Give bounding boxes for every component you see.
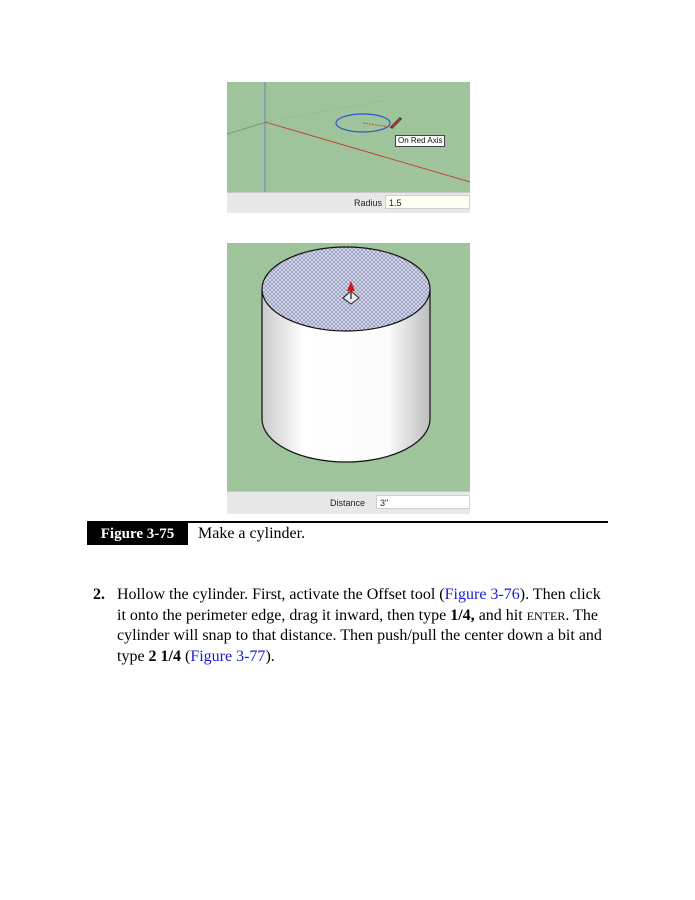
text-run: and hit (474, 606, 527, 624)
green-axis (227, 122, 267, 134)
status-bar (227, 192, 470, 213)
status-bar (227, 491, 470, 514)
measurements-field[interactable]: 1.5 (385, 195, 470, 209)
text-run: ). (265, 647, 275, 665)
figure-screenshot-circle (227, 82, 470, 213)
bold-value: 2 1/4 (148, 647, 181, 665)
viewport-drawing (227, 243, 470, 491)
step-text (117, 585, 613, 667)
vcb-label: Radius (354, 198, 383, 208)
cylinder-top-face (262, 247, 430, 331)
figure-screenshot-cylinder (227, 243, 470, 514)
text-run: Hollow the cylinder. First, activate the Offset tool ( (117, 586, 445, 603)
modeling-viewport[interactable] (227, 82, 470, 192)
step-number: 2. (93, 586, 105, 603)
key-name: ENTER (526, 608, 566, 623)
inference-tooltip: On Red Axis (395, 135, 445, 147)
figure-link[interactable]: Figure 3-76 (444, 586, 520, 603)
vcb-label: Distance (330, 498, 366, 508)
radius-line (363, 123, 390, 127)
text-run: ( (181, 647, 191, 665)
instruction-step (93, 585, 613, 667)
bold-value: 1/4, (450, 606, 475, 624)
text-run: . The cylinder will snap to that distance. Then push/pull the center down a bit and type (117, 606, 602, 665)
figure-link[interactable]: Figure 3-77 (190, 647, 266, 665)
green-axis-dotted (265, 100, 387, 122)
measurements-field[interactable]: 3" (376, 495, 470, 509)
figure-number-label: Figure 3-75 (87, 523, 188, 545)
modeling-viewport[interactable] (227, 243, 470, 491)
pencil-cursor-icon (391, 118, 401, 128)
figure-caption: Make a cylinder. (198, 525, 306, 542)
text-run: ). Then click it onto the perimeter edge, drag it inward, then type (117, 586, 601, 624)
red-axis (265, 122, 470, 182)
